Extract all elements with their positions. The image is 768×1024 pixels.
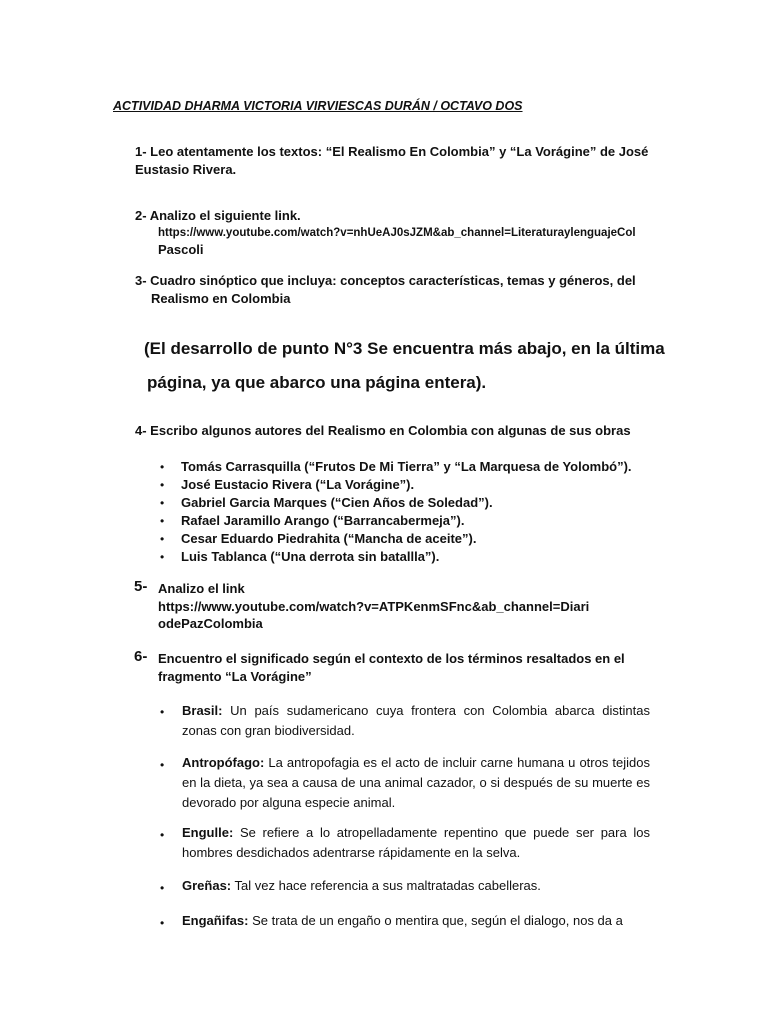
- author-item: Luis Tablanca (“Una derrota sin batallla”).: [181, 549, 440, 564]
- author-item: Cesar Eduardo Piedrahita (“Mancha de aceite”).: [181, 531, 477, 546]
- item-5-number: 5-: [134, 578, 148, 595]
- term-definition: Se trata de un engaño o mentira que, según el dialogo, nos da a: [248, 913, 623, 928]
- bullet-icon: •: [160, 705, 165, 719]
- item-6-line-1: Encuentro el significado según el contexto de los términos resaltados en el: [158, 651, 625, 666]
- term-item: [182, 753, 650, 813]
- term-item: [182, 876, 650, 896]
- item-3-line-1: 3- Cuadro sinóptico que incluya: conceptos características, temas y géneros, del: [135, 273, 636, 288]
- term-label: Antropófago:: [182, 755, 265, 770]
- item-5-link[interactable]: [158, 598, 589, 616]
- item-4-label: 4- Escribo algunos autores del Realismo en Colombia con algunas de sus obras: [135, 423, 631, 438]
- term-label: Engulle:: [182, 825, 234, 840]
- item-5-link-line-1: https://www.youtube.com/watch?v=ATPKenmSFnc&ab_channel=Diari: [158, 599, 590, 614]
- bullet-icon: •: [160, 532, 165, 546]
- author-item: Tomás Carrasquilla (“Frutos De Mi Tierra” y “La Marquesa de Yolombó”).: [181, 459, 632, 474]
- term-item: [182, 823, 650, 863]
- item-2-link-line-2: Pascoli: [158, 242, 204, 257]
- term-item: [182, 701, 650, 741]
- term-item: [182, 911, 650, 931]
- item-6-number: 6-: [134, 648, 148, 665]
- bullet-icon: •: [160, 916, 165, 930]
- author-item: José Eustacio Rivera (“La Vorágine”).: [181, 477, 415, 492]
- item-5-link-line-2: odePazColombia: [158, 616, 263, 631]
- note-line-1: (El desarrollo de punto N°3 Se encuentra más abajo, en la última: [144, 339, 665, 358]
- author-item: Gabriel Garcia Marques (“Cien Años de Soledad”).: [181, 495, 493, 510]
- item-2-link[interactable]: [158, 224, 636, 242]
- term-label: Greñas:: [182, 878, 232, 893]
- item-3-line-2: Realismo en Colombia: [151, 291, 291, 306]
- item-1-line-1: 1- Leo atentamente los textos: “El Realismo En Colombia” y “La Vorágine” de José: [135, 144, 649, 159]
- term-label: Engañifas:: [182, 913, 249, 928]
- bullet-icon: •: [160, 881, 165, 895]
- term-definition: Tal vez hace referencia a sus maltratadas cabelleras.: [231, 878, 541, 893]
- bullet-icon: •: [160, 758, 165, 772]
- note-line-2: página, ya que abarco una página entera).: [147, 373, 487, 392]
- item-2-label: 2- Analizo el siguiente link.: [135, 208, 301, 223]
- term-definition: La antropofagia es el acto de incluir carne humana u otros tejidos en la dieta, ya sea a causa de una animal cazador, o si después de su muerte es devorado por alguna especie animal.: [182, 755, 650, 810]
- bullet-icon: •: [160, 478, 165, 492]
- item-2-link-line-1: https://www.youtube.com/watch?v=nhUeAJ0sJZM&ab_channel=LiteraturaylenguajeCol: [158, 227, 636, 239]
- bullet-icon: •: [160, 828, 165, 842]
- item-5-label: Analizo el link: [158, 581, 245, 596]
- author-item: Rafael Jaramillo Arango (“Barrancabermeja”).: [181, 513, 465, 528]
- bullet-icon: •: [160, 496, 165, 510]
- bullet-icon: •: [160, 550, 165, 564]
- item-1-line-2: Eustasio Rivera.: [135, 162, 237, 177]
- item-6-line-2: fragmento “La Vorágine”: [158, 669, 312, 684]
- term-label: Brasil:: [182, 703, 223, 718]
- document-title: ACTIVIDAD DHARMA VICTORIA VIRVIESCAS DURÁN / OCTAVO DOS: [113, 99, 523, 113]
- bullet-icon: •: [160, 460, 165, 474]
- term-definition: Se refiere a lo atropelladamente repentino que puede ser para los hombres desdichados adentrarse rápidamente en la selva.: [182, 825, 650, 860]
- bullet-icon: •: [160, 514, 165, 528]
- term-definition: Un país sudamericano cuya frontera con Colombia abarca distintas zonas con gran biodiversidad.: [182, 703, 650, 738]
